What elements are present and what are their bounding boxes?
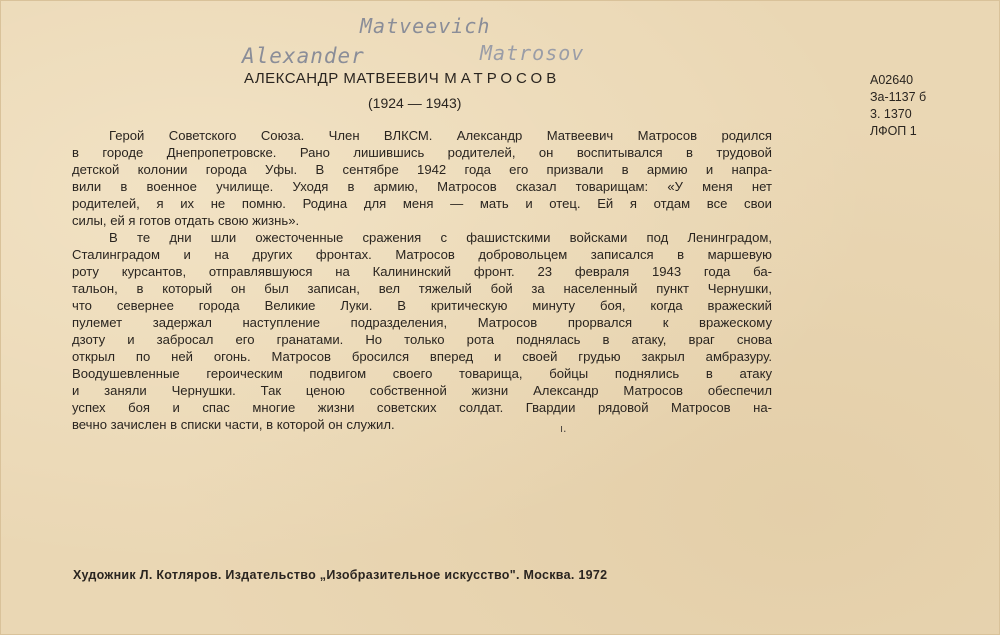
text-line: пулемет задержал наступление подразделения, Матросов прорвался к вражескому [72,315,772,330]
catalog-code: А02640 [870,73,914,87]
text-line: В те дни шли ожесточенные сражения с фашистскими войсками под Ленинградом, [109,230,772,245]
text-line: Воодушевленные героическим подвигом своего товарища, бойцы поднялись в атаку [72,366,772,381]
text-line: дзоту и забросал его гранатами. Но только рота поднялась в атаку, враг снова [72,332,772,347]
text-line: в городе Днепропетровске. Рано лишившись родителей, он воспитывался в трудовой [72,145,772,160]
biography-text [72,127,772,433]
catalog-codes [870,72,926,140]
title-surname: МАТРОСОВ [444,70,561,87]
text-line: что севернее города Великие Луки. В критическую минуту боя, когда вражеский [72,298,772,313]
text-line: детской колонии города Уфы. В сентябре 1942 года его призвали в армию и напра- [72,162,772,177]
text-line: успех боя и спас многие жизни советских солдат. Гвардии рядовой Матросов на- [72,400,772,415]
ink-mark: ı. [560,422,567,435]
text-line: родителей, я их не помню. Родина для меня — мать и отец. Ей я отдам все свои [72,196,772,211]
catalog-code: За-1137 б [870,90,927,104]
handwritten-patronymic: Matveevich [360,14,491,38]
page-title [244,70,560,87]
title-name: АЛЕКСАНДР МАТВЕЕВИЧ [244,70,440,87]
text-line: Герой Советского Союза. Член ВЛКСМ. Александр Матвеевич Матросов родился [109,128,772,143]
text-line: и заняли Чернушки. Так ценою собственной жизни Александр Матросов обеспечил [72,383,772,398]
handwritten-first-name: Alexander [242,44,365,68]
life-years: (1924 — 1943) [368,95,462,111]
text-line: роту курсантов, отправлявшуюся на Калининский фронт. 23 февраля 1943 года ба- [72,264,772,279]
handwritten-last-name: Matrosov [480,41,585,65]
text-line: вечно зачислен в списки части, в которой он служил. [72,417,395,432]
publisher-credit: Художник Л. Котляров. Издательство „Изобразительное искусство". Москва. 1972 [73,568,608,582]
catalog-code: ЛФОП 1 [870,124,917,138]
text-line: открыл по ней огонь. Матросов бросился вперед и своей грудью закрыл амбразуру. [72,349,772,364]
text-line: тальон, в который он был записан, вел тяжелый бой за населенный пункт Чернушки, [72,281,772,296]
catalog-code: 3. 1370 [870,107,912,121]
text-line: вили в военное училище. Уходя в армию, Матросов сказал товарищам: «У меня нет [72,179,772,194]
text-line: силы, ей я готов отдать свою жизнь». [72,213,300,228]
text-line: Сталинградом и на других фронтах. Матросов добровольцем записался в маршевую [72,247,772,262]
